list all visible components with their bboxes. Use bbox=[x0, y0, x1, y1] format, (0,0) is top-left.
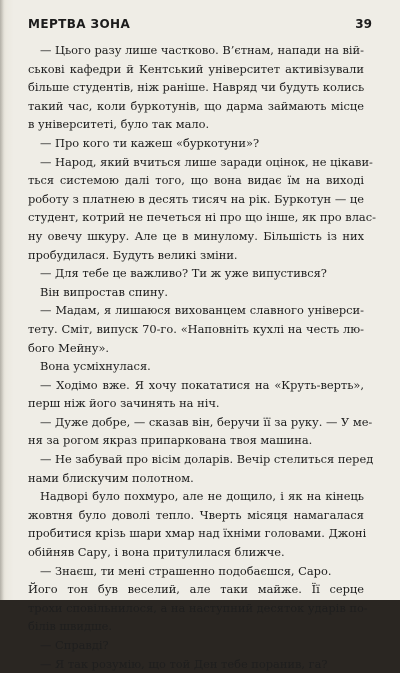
text-line: — Я так розумію, що той Ден тебе поранив, га? bbox=[40, 656, 328, 671]
text-line: нами блискучим полотном. bbox=[28, 470, 194, 485]
text-line: пробудилася. Будуть великі зміни. bbox=[28, 247, 238, 262]
text-line: Його тон був веселий, але таки майже. Її серце bbox=[28, 582, 364, 597]
text-line: перш ніж його зачинять на ніч. bbox=[28, 396, 220, 411]
text-line: ну овечу шкуру. Але це в минулому. Більшість із них bbox=[28, 228, 364, 243]
text-line: Вона усміхнулася. bbox=[40, 359, 151, 374]
page-number: 39 bbox=[355, 17, 372, 31]
text-line: Надворі було похмуро, але не дощило, і як на кінець bbox=[40, 489, 364, 504]
text-line: ня за рогом якраз припаркована твоя машина. bbox=[28, 433, 313, 448]
text-line: Він випростав спину. bbox=[40, 284, 168, 299]
body-text bbox=[28, 41, 376, 673]
text-line: — Знаєш, ти мені страшенно подобаєшся, Саро. bbox=[40, 563, 332, 578]
text-line: ться системою далі того, що вона видає їм на виході bbox=[28, 173, 364, 188]
text-line: — Ходімо вже. Я хочу покататися на «Круть-верть», bbox=[40, 377, 364, 392]
text-line: — Для тебе це важливо? Ти ж уже випустився? bbox=[40, 266, 327, 281]
text-line: більше студентів, ніж раніше. Навряд чи будуть колись bbox=[28, 80, 365, 95]
text-line: жовтня було доволі тепло. Чверть місяця намагалася bbox=[28, 507, 364, 522]
text-line: трохи сповільнилося, а на наступний десяток ударів по- bbox=[28, 600, 368, 615]
text-line: в університеті, було так мало. bbox=[28, 117, 210, 132]
text-line: — Народ, який вчиться лише заради оцінок, не цікави- bbox=[40, 154, 373, 169]
text-line: такий час, коли буркотунів, що дарма займають місце bbox=[28, 98, 364, 113]
text-line: бого Мейну». bbox=[28, 340, 110, 355]
text-line: — Не забувай про вісім доларів. Вечір стелиться перед bbox=[40, 452, 374, 467]
text-line: білів швидше. bbox=[28, 619, 112, 634]
text-line: — Дуже добре, — сказав він, беручи її за руку. — У ме- bbox=[40, 414, 373, 429]
page-gutter-shadow bbox=[0, 0, 4, 600]
text-line: ськові кафедри й Кентський університет активізували bbox=[28, 61, 364, 76]
text-line: — Мадам, я лишаюся вихованцем славного універси- bbox=[40, 303, 364, 318]
text-line: студент, котрий не печеться ні про що інше, як про влас- bbox=[28, 210, 376, 225]
running-title: МЕРТВА ЗОНА bbox=[28, 17, 131, 31]
text-line: обійняв Сару, і вона притулилася ближче. bbox=[28, 545, 285, 560]
text-line: роботу з платнею в десять тисяч на рік. Буркотун — це bbox=[28, 191, 364, 206]
text-line: — Про кого ти кажеш «буркотуни»? bbox=[40, 135, 260, 150]
text-line: пробитися крізь шари хмар над їхніми головами. Джоні bbox=[28, 526, 367, 541]
text-line: — Цього разу лише частково. В’єтнам, напади на вій- bbox=[40, 43, 364, 57]
text-line: — Справді? bbox=[40, 638, 109, 652]
text-line: тету. Сміт, випуск 70-го. «Наповніть кухлі на честь лю- bbox=[28, 321, 364, 336]
